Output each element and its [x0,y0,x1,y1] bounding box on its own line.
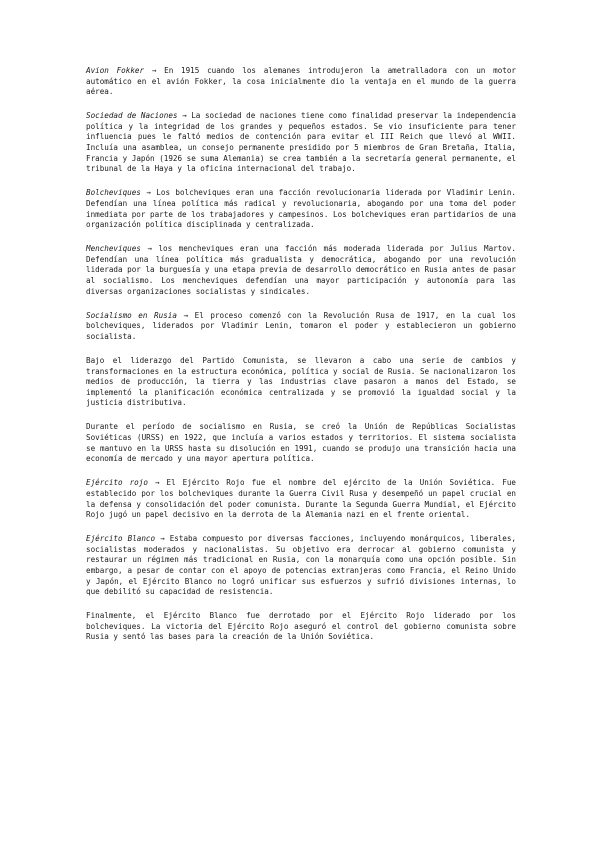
paragraph-ejercito-blanco [86,534,516,598]
paragraph-socialismo-rusia [86,311,516,343]
document-page [86,66,516,657]
term-label: Socialismo en Rusia [86,310,177,320]
paragraph-ejercito-rojo [86,478,516,520]
paragraph-text: → El proceso comenzó con la Revolución Rusa de 1917, en la cual los bolcheviques, liderados por Vladimir Lenin, tomaron el poder y establecieron un gobierno socialista. [86,310,516,341]
paragraph-partido-comunista [86,356,516,409]
term-label: Sociedad de Naciones [86,111,178,121]
term-label: Avion Fokker [86,66,145,75]
paragraph-text: → El Ejército Rojo fue el nombre del ejército de la Unión Soviética. Fue establecido por los bolcheviques durante la Guerra Civil Rusa y desempeñó un papel crucial en la defensa y consolidación del poder comunista. Durante la Segunda Guerra Mundial, el Ejército Rojo jugó un papel decisivo en la derrota de la Alemania nazi en el frente oriental. [86,478,516,520]
paragraph-sociedad-naciones [86,111,516,175]
paragraph-text: Bajo el liderazgo del Partido Comunista, se llevaron a cabo una serie de cambios y transformaciones en la estructura económica, política y social de Rusia. Se nacionalizaron los medios de producción, la tierra y las industrias clave pasaron a manos del Estado, se implementó la planificación económica centralizada y se promovió la igualdad social y la justicia distributiva. [86,355,516,408]
term-label: Ejército Blanco [86,534,156,544]
paragraph-bolcheviques [86,188,516,230]
paragraph-text: → En 1915 cuando los alemanes introdujeron la ametralladora con un motor automático en el avión Fokker, la cosa inicialmente dio la ventaja en el mundo de la guerra aérea. [86,66,516,97]
term-label: Bolcheviques [86,188,141,198]
term-label: Ejército rojo [86,478,148,488]
paragraph-text: → los mencheviques eran una facción más moderada liderada por Julius Martov. Defendían una línea política más gradualista y democrática, abogando por una revolución liderada por la burguesía y una etapa previa de desarrollo democrático en Rusia antes de pasar al socialismo. Los mencheviques defendían una mayor participación y autonomía para las diversas organizaciones socialistas y sindicales. [86,244,516,296]
paragraph-text: Finalmente, el Ejército Blanco fue derrotado por el Ejército Rojo liderado por los bolcheviques. La victoria del Ejército Rojo aseguró el control del gobierno comunista sobre Rusia y sentó las bases para la creación de la Unión Soviética. [86,611,516,642]
paragraph-text: → Estaba compuesto por diversas facciones, incluyendo monárquicos, liberales, socialistas moderados y nacionalistas. Su objetivo era derrocar al gobierno comunista y restaurar un régimen más tradicional en Rusia, con la monarquía como una opción posible. Sin embargo, a pesar de contar con el apoyo de potencias extranjeras como Francia, el Reino Unido y Japón, el Ejército Blanco no logró unificar sus esfuerzos y sufrió divisiones internas, lo que debilitó su capacidad de resistencia. [86,534,516,597]
paragraph-text: → La sociedad de naciones tiene como finalidad preservar la independencia política y la integridad de los grandes y pequeños estados. Se vio insuficiente para tener influencia pues le faltó medios de contención para evitar el III Reich que llevó al WWII. Incluía una asamblea, un consejo permanente presidido por 5 miembros de Gran Bretaña, Italia, Francia y Japón (1926 se suma Alemania) se crea también a la secretaría general permanente, el tribunal de la Haya y la oficina internacional del trabajo. [86,111,516,174]
paragraph-urss [86,422,516,464]
term-label: Mencheviques [86,244,141,254]
paragraph-avion-fokker [86,66,516,98]
paragraph-finalmente [86,611,516,643]
paragraph-mencheviques [86,244,516,297]
paragraph-text: Durante el período de socialismo en Rusia, se creó la Unión de Repúblicas Socialistas Soviéticas (URSS) en 1922, que incluía a varios estados y territorios. El sistema socialista se mantuvo en la URSS hasta su disolución en 1991, cuando se produjo una transición hacia una economía de mercado y una mayor apertura política. [86,422,516,464]
paragraph-text: → Los bolcheviques eran una facción revolucionaria liderada por Vladimir Lenin. Defendían una línea política más radical y revolucionaria, abogando por una toma del poder inmediata por parte de los trabajadores y campesinos. Los bolcheviques eran partidarios de una organización política disciplinada y centralizada. [86,188,516,230]
